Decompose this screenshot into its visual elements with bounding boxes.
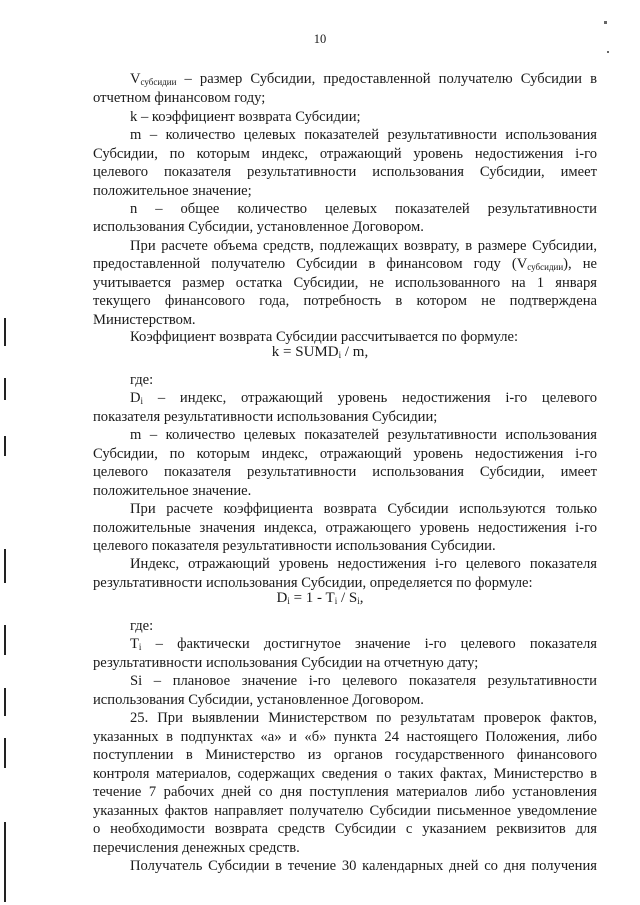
text-line	[130, 70, 597, 91]
page-number: 10	[313, 32, 327, 46]
formula-k-part: k = SUMD	[271, 344, 339, 360]
text-line: использования Субсидии, установленное Договором.	[93, 219, 424, 235]
subscript: i	[138, 642, 142, 652]
text-line: контроля материалов, содержащих сведения о таких фактах, Министерство в	[93, 766, 597, 782]
text-line: Получатель Субсидии в течение 30 календарных дней со дня получения	[130, 858, 597, 874]
text-line: 25. При выявлении Министерством по результатам проверок фактов,	[130, 710, 597, 726]
text-line: целевого показателя результативности использования Субсидии, имеет	[93, 464, 597, 480]
scan-mark	[4, 318, 6, 346]
text-line: указанных фактов направляет получателю Субсидии письменное уведомление	[93, 803, 597, 819]
formula-k-sub: i	[338, 350, 342, 360]
scan-mark	[4, 688, 6, 716]
text-line	[130, 635, 597, 656]
text-line: использования Субсидии, установленное Договором.	[93, 692, 424, 708]
text-line: При расчете объема средств, подлежащих возврату, в размере Субсидии,	[130, 238, 597, 254]
text-run: – фактически достигнутое значение i-го целевого показателя	[141, 636, 597, 652]
scan-mark	[4, 549, 6, 583]
text-line: результативности использования Субсидии, определяется по формуле:	[93, 575, 533, 591]
text-run: T	[130, 636, 139, 652]
text-line: текущего финансового года, потребность в котором не подтверждена	[93, 293, 597, 309]
text-run: – размер Субсидии, предоставленной получателю Субсидии в	[176, 71, 597, 87]
scan-mark	[4, 738, 6, 768]
scan-mark	[4, 378, 6, 400]
text-run: – индекс, отражающий уровень недостижения i-го целевого	[143, 390, 597, 406]
text-line: m – количество целевых показателей результативности использования	[130, 127, 597, 143]
subscript: субсидии	[140, 77, 177, 87]
text-line: k – коэффициент возврата Субсидии;	[130, 109, 361, 125]
text-line: течение 7 рабочих дней со дня поступления материалов либо установления	[93, 784, 597, 800]
text-line: положительное значение;	[93, 183, 252, 199]
formula-k	[0, 343, 640, 364]
text-line: отчетном финансовом году;	[93, 90, 266, 106]
text-line	[93, 255, 597, 276]
formula-d-sub: i	[357, 596, 360, 606]
formula-d-part: D	[276, 590, 288, 606]
scan-speck	[604, 21, 607, 24]
text-line: Индекс, отражающий уровень недостижения i-го целевого показателя	[130, 556, 597, 572]
formula-d-sub: i	[287, 596, 290, 606]
text-run: ), не	[563, 256, 597, 272]
text-line: перечисления денежных средств.	[93, 840, 300, 856]
text-line: где:	[130, 372, 154, 388]
text-line: положительные значения индекса, отражающего уровень недостижения i-го	[93, 520, 597, 536]
text-line: целевого показателя результативности использования Субсидии, имеет	[93, 164, 597, 180]
subscript: субсидии	[527, 262, 564, 272]
text-line: При расчете коэффициента возврата Субсидии используются только	[130, 501, 597, 517]
text-line: Субсидии, по которым индекс, отражающий уровень недостижения i-го	[93, 446, 597, 462]
subscript: i	[140, 396, 144, 406]
text-line: целевого показателя результативности использования Субсидии.	[93, 538, 496, 554]
text-line: Si – плановое значение i-го целевого показателя результативности	[130, 673, 597, 689]
text-line	[130, 389, 597, 410]
text-line: указанных в подпунктах «а» и «б» пункта 24 настоящего Положения, либо	[93, 729, 597, 745]
formula-d-part: ,	[359, 590, 364, 606]
text-line: положительное значение.	[93, 483, 252, 499]
formula-k-part: / m,	[341, 344, 369, 360]
text-line: результативности использования Субсидии на отчетную дату;	[93, 655, 479, 671]
formula-d	[0, 589, 640, 610]
scan-mark	[4, 436, 6, 456]
text-line: m – количество целевых показателей результативности использования	[130, 427, 597, 443]
text-line: учитывается размер остатка Субсидии, не использованного на 1 января	[93, 275, 597, 291]
text-line: поступлении в Министерство из органов государственного финансового	[93, 747, 597, 763]
scan-mark	[4, 822, 6, 902]
text-line: n – общее количество целевых показателей результативности	[130, 201, 597, 217]
formula-d-part: = 1 - T	[289, 590, 335, 606]
text-run: предоставленной получателю Субсидии в финансовом году (V	[93, 256, 528, 272]
text-line: Министерством.	[93, 312, 196, 328]
text-line: Субсидии, по которым индекс, отражающий уровень недостижения i-го	[93, 146, 597, 162]
text-line: о необходимости возврата средств Субсидии с указанием реквизитов для	[93, 821, 597, 837]
scan-mark	[4, 625, 6, 655]
text-run: V	[130, 71, 141, 87]
text-line: Коэффициент возврата Субсидии рассчитывается по формуле:	[130, 329, 519, 345]
scan-speck	[607, 51, 609, 53]
formula-d-part: / S	[337, 590, 358, 606]
text-line: показателя результативности использования Субсидии;	[93, 409, 438, 425]
formula-d-sub: i	[334, 596, 338, 606]
text-run: D	[130, 390, 141, 406]
text-line: где:	[130, 618, 154, 634]
